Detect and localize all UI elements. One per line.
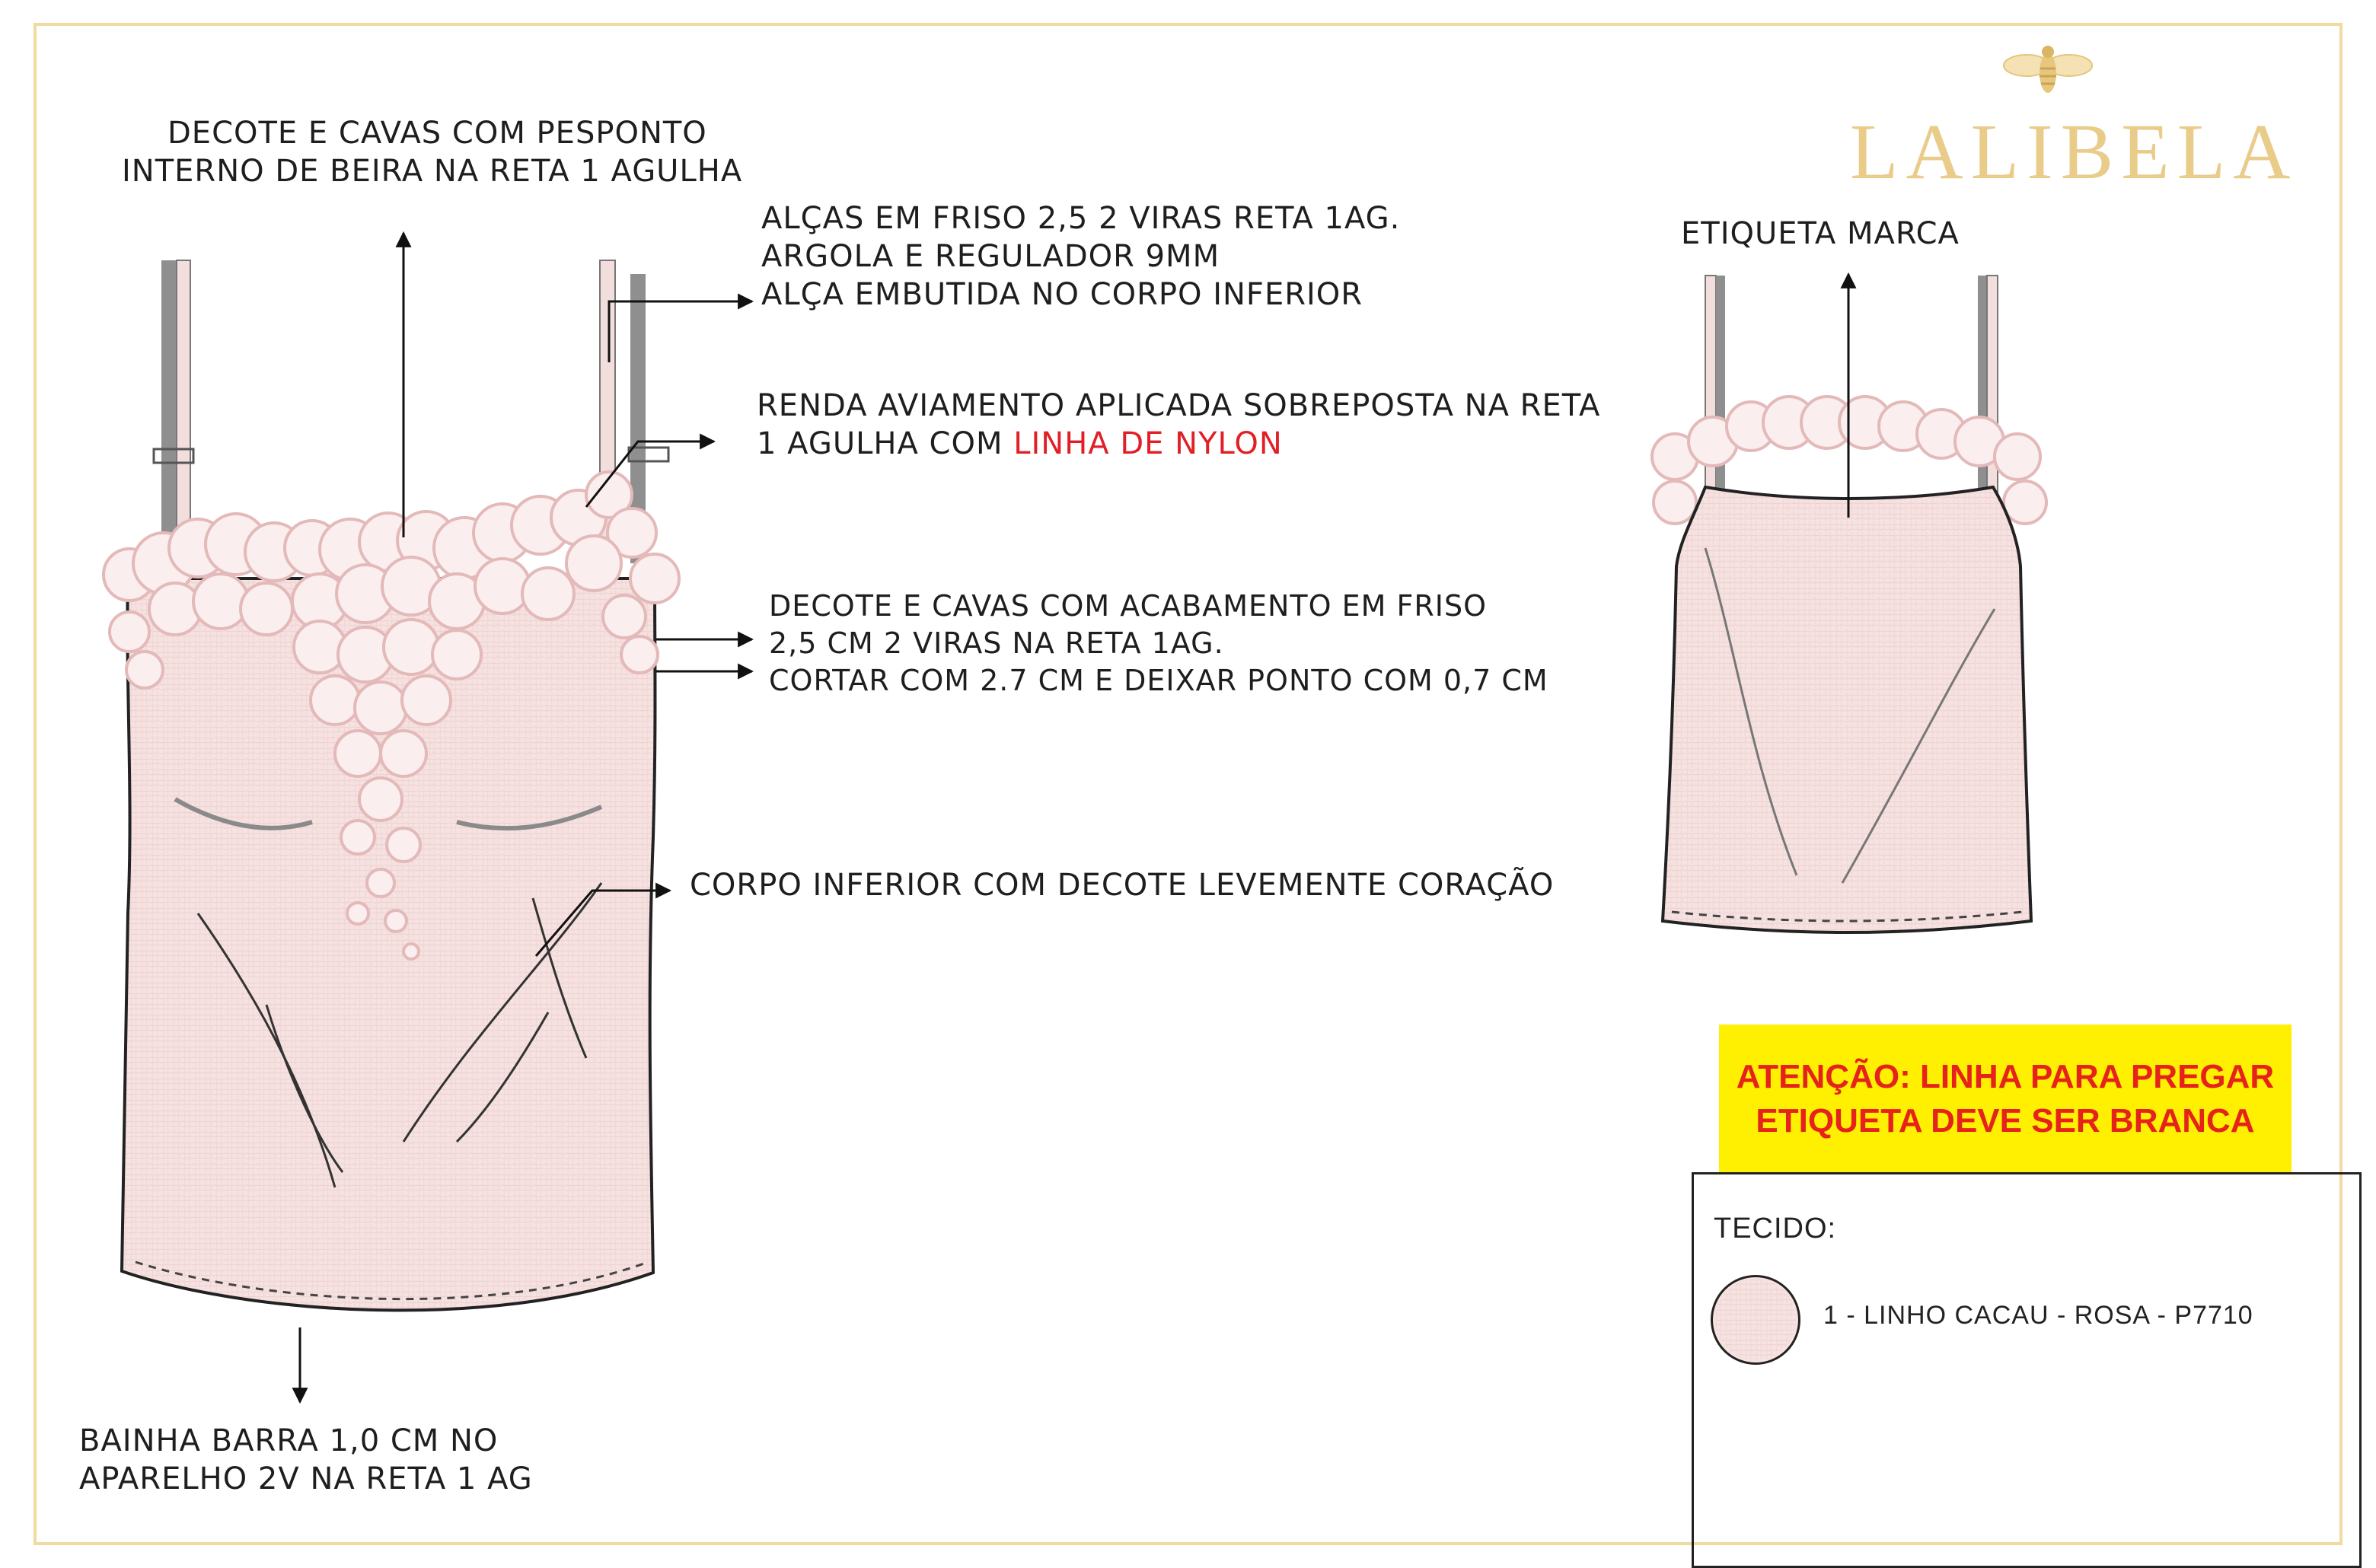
note-straps xyxy=(761,199,1400,314)
note-lace xyxy=(757,387,1600,463)
note-hem xyxy=(79,1422,533,1498)
warning-banner xyxy=(1719,1025,2291,1174)
note-line: CORTAR COM 2.7 CM E DEIXAR PONTO COM 0,7 CM xyxy=(769,664,1548,697)
warning-line: ETIQUETA DEVE SER BRANCA xyxy=(1756,1102,2255,1139)
note-line: 2,5 CM 2 VIRAS NA RETA 1AG. xyxy=(769,626,1224,660)
note-line: DECOTE E CAVAS COM ACABAMENTO EM FRISO xyxy=(769,589,1487,623)
note-lower-body: CORPO INFERIOR COM DECOTE LEVEMENTE CORAÇÃO xyxy=(690,868,1555,903)
fabric-item-label: 1 - LINHO CACAU - ROSA - P7710 xyxy=(1823,1301,2253,1330)
note-line: ALÇAS EM FRISO 2,5 2 VIRAS RETA 1AG. xyxy=(761,201,1401,236)
back-body xyxy=(1663,487,2031,932)
note-neckline-finish xyxy=(769,588,1548,700)
warning-line: ATENÇÃO: LINHA PARA PREGAR xyxy=(1736,1058,2275,1095)
fabric-title: TECIDO: xyxy=(1714,1213,1837,1245)
note-text: 1 AGULHA COM xyxy=(757,426,1014,461)
note-brand-label: ETIQUETA MARCA xyxy=(1681,216,1960,251)
note-line: DECOTE E CAVAS COM PESPONTO xyxy=(167,116,707,151)
note-neckline-top xyxy=(122,114,743,190)
note-line xyxy=(757,425,1600,463)
brand-logo-text: LALIBELA xyxy=(1850,108,2298,196)
note-line: ALÇA EMBUTIDA NO CORPO INFERIOR xyxy=(761,277,1363,312)
note-line: RENDA AVIAMENTO APLICADA SOBREPOSTA NA RETA xyxy=(757,388,1601,423)
front-garment-sketch xyxy=(104,260,679,1310)
note-line: INTERNO DE BEIRA NA RETA 1 AGULHA xyxy=(122,154,743,189)
note-highlight: LINHA DE NYLON xyxy=(1013,426,1283,461)
note-line: APARELHO 2V NA RETA 1 AG xyxy=(79,1461,533,1496)
fabric-swatch xyxy=(1711,1275,1800,1365)
fabric-panel xyxy=(1692,1172,2362,1568)
note-line: ARGOLA E REGULADOR 9MM xyxy=(761,239,1220,274)
note-line: BAINHA BARRA 1,0 CM NO xyxy=(79,1423,499,1458)
bee-icon xyxy=(2004,46,2092,93)
